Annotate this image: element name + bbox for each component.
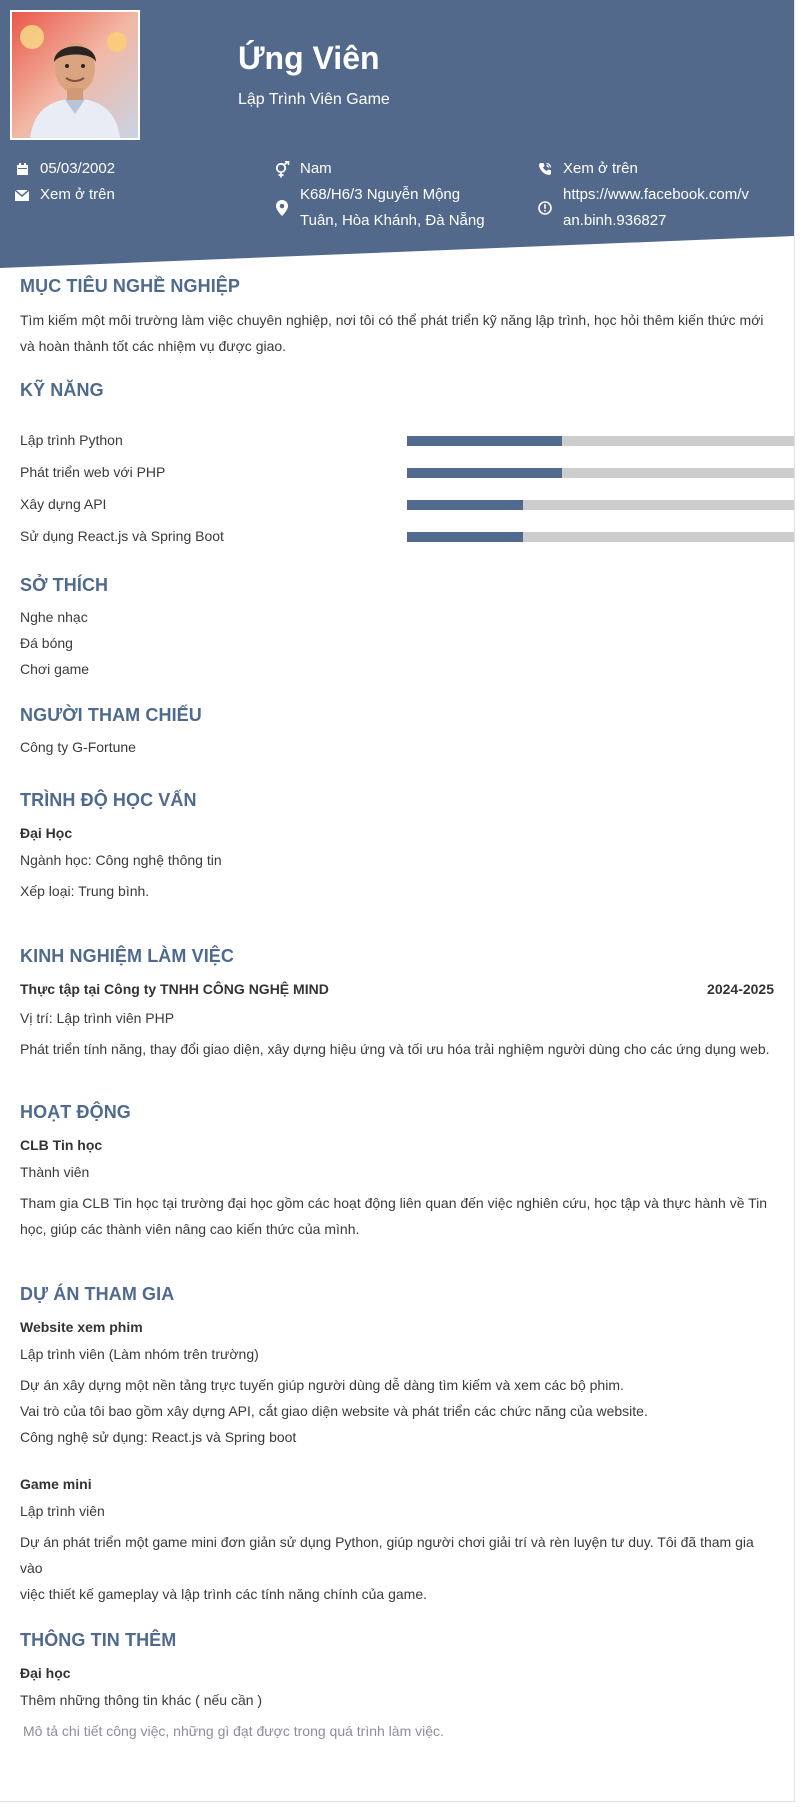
skill-level-bar [407,532,795,542]
location-pin-icon [274,182,290,234]
objective-line-1: Tìm kiếm một môi trường làm việc chuyên nghiệp, nơi tôi có thể phát triển kỹ năng lập trình, học hỏi thêm kiến thức mới [20,312,764,328]
website-line-2: an.binh.936827 [563,212,667,229]
activities-title: HOẠT ĐỘNG [20,1102,131,1122]
objective-title: MỤC TIÊU NGHỀ NGHIỆP [20,276,241,296]
additional-text: Thêm những thông tin khác ( nếu cần ) [20,1692,263,1708]
project-desc-line: Công nghệ sử dụng: React.js và Spring boot [20,1429,297,1445]
skills-section [20,380,794,544]
experience-title: KINH NGHIỆM LÀM VIỆC [20,946,235,966]
candidate-position: Lập Trình Viên Game [238,91,390,108]
skill-row [20,494,795,514]
skill-row [20,526,795,546]
activity-role: Thành viên [20,1164,90,1180]
project-desc-line: Dự án phát triển một game mini đơn giản sử dụng Python, giúp người chơi giải trí và rèn luyện tư duy. Tôi đã tham gia vào [20,1534,754,1576]
additional-placeholder[interactable]: Mô tả chi tiết công việc, những gì đạt được trong quá trình làm việc. [23,1723,444,1739]
project-name: Website xem phim [20,1319,143,1335]
hobby-item: Nghe nhạc [20,609,88,625]
objective-text [20,307,774,359]
gender-value: Nam [300,160,332,177]
project-desc-line: Dự án xây dựng một nền tảng trực tuyến giúp người dùng dễ dàng tìm kiếm và xem các bộ phim. [20,1377,624,1393]
experience-header-row [20,981,774,999]
skill-row [20,430,795,450]
address-row [274,182,514,234]
skill-name: Lập trình Python [20,432,123,448]
avatar [10,10,140,140]
skill-level-fill [407,500,523,510]
gender-row [274,156,514,182]
email-row [14,182,244,208]
contact-column-2 [274,156,514,234]
education-school: Đại Học [20,825,73,841]
info-icon [537,182,553,234]
project-desc [20,1529,774,1607]
skill-level-fill [407,468,562,478]
contact-column-1 [14,156,244,208]
skill-level-bar [407,436,795,446]
project-role: Lập trình viên (Làm nhóm trên trường) [20,1346,259,1362]
skill-level-bar [407,468,795,478]
additional-title: THÔNG TIN THÊM [20,1630,177,1650]
contact-column-3 [537,156,782,234]
education-major: Ngành học: Công nghệ thông tin [20,852,222,868]
experience-role: Vị trí: Lập trình viên PHP [20,1010,175,1026]
projects-section [20,1284,774,1607]
skill-level-fill [407,532,523,542]
project-desc [20,1372,774,1450]
mail-icon [14,182,30,208]
project-name: Game mini [20,1476,92,1492]
phone-value[interactable]: Xem ở trên [563,160,638,177]
references-section [20,705,774,760]
objective-section [20,276,774,359]
education-rank: Xếp loại: Trung bình. [20,883,150,899]
skill-name: Xây dựng API [20,496,107,512]
skills-title: KỸ NĂNG [20,380,104,400]
skill-level-fill [407,436,562,446]
objective-line-2: và hoàn thành tốt các nhiệm vụ được giao. [20,338,287,354]
hobby-item: Đá bóng [20,635,73,651]
experience-section [20,946,774,1062]
phone-icon [537,156,553,182]
project-desc-line: việc thiết kế gameplay và lập trình các tính năng chính của game. [20,1586,428,1602]
gender-icon [274,156,290,182]
skill-name: Phát triển web với PHP [20,464,166,480]
email-value[interactable]: Xem ở trên [40,186,115,203]
projects-title: DỰ ÁN THAM GIA [20,1284,175,1304]
address-line-1: K68/H6/3 Nguyễn Mộng [300,186,461,203]
education-title: TRÌNH ĐỘ HỌC VẤN [20,790,197,810]
experience-company: Thực tập tại Công ty TNHH CÔNG NGHỆ MIND [20,981,329,997]
birthday-value: 05/03/2002 [40,160,116,177]
activity-org: CLB Tin học [20,1137,103,1153]
references-text: Công ty G-Fortune [20,739,136,755]
activity-desc-line-2: học, giúp các thành viên nâng cao kiến thức của mình. [20,1221,360,1237]
experience-desc: Phát triển tính năng, thay đổi giao diện, xây dựng hiệu ứng và tối ưu hóa trải nghiệm người dùng cho các ứng dụng web. [20,1041,770,1057]
additional-section [20,1630,774,1744]
activity-desc-line-1: Tham gia CLB Tin học tại trường đại học gồm các hoạt động liên quan đến việc nghiên cứu, học tập và thực hành về Tin [20,1195,768,1211]
hobbies-section [20,575,774,682]
project-desc-line: Vai trò của tôi bao gồm xây dựng API, cắt giao diện website và phát triển các chức năng của website. [20,1403,648,1419]
skill-level-bar [407,500,795,510]
education-section [20,790,774,904]
skill-row [20,462,795,482]
address-value [300,182,485,234]
hobby-item: Chơi game [20,661,90,677]
phone-row [537,156,782,182]
calendar-icon [14,156,30,182]
project-role: Lập trình viên [20,1503,105,1519]
skill-name: Sử dụng React.js và Spring Boot [20,528,224,544]
birthday-row [14,156,244,182]
hobbies-list [20,604,774,682]
experience-period: 2024-2025 [707,981,774,997]
website-value[interactable] [563,182,749,234]
website-row [537,182,782,234]
website-line-1: https://www.facebook.com/v [563,186,749,203]
activities-section [20,1102,774,1242]
hobbies-title: SỞ THÍCH [20,575,109,595]
candidate-name: Ứng Viên [238,40,380,76]
additional-heading: Đại học [20,1665,71,1681]
references-title: NGƯỜI THAM CHIẾU [20,705,202,725]
activity-desc [20,1190,774,1242]
address-line-2: Tuân, Hòa Khánh, Đà Nẵng [300,212,485,229]
